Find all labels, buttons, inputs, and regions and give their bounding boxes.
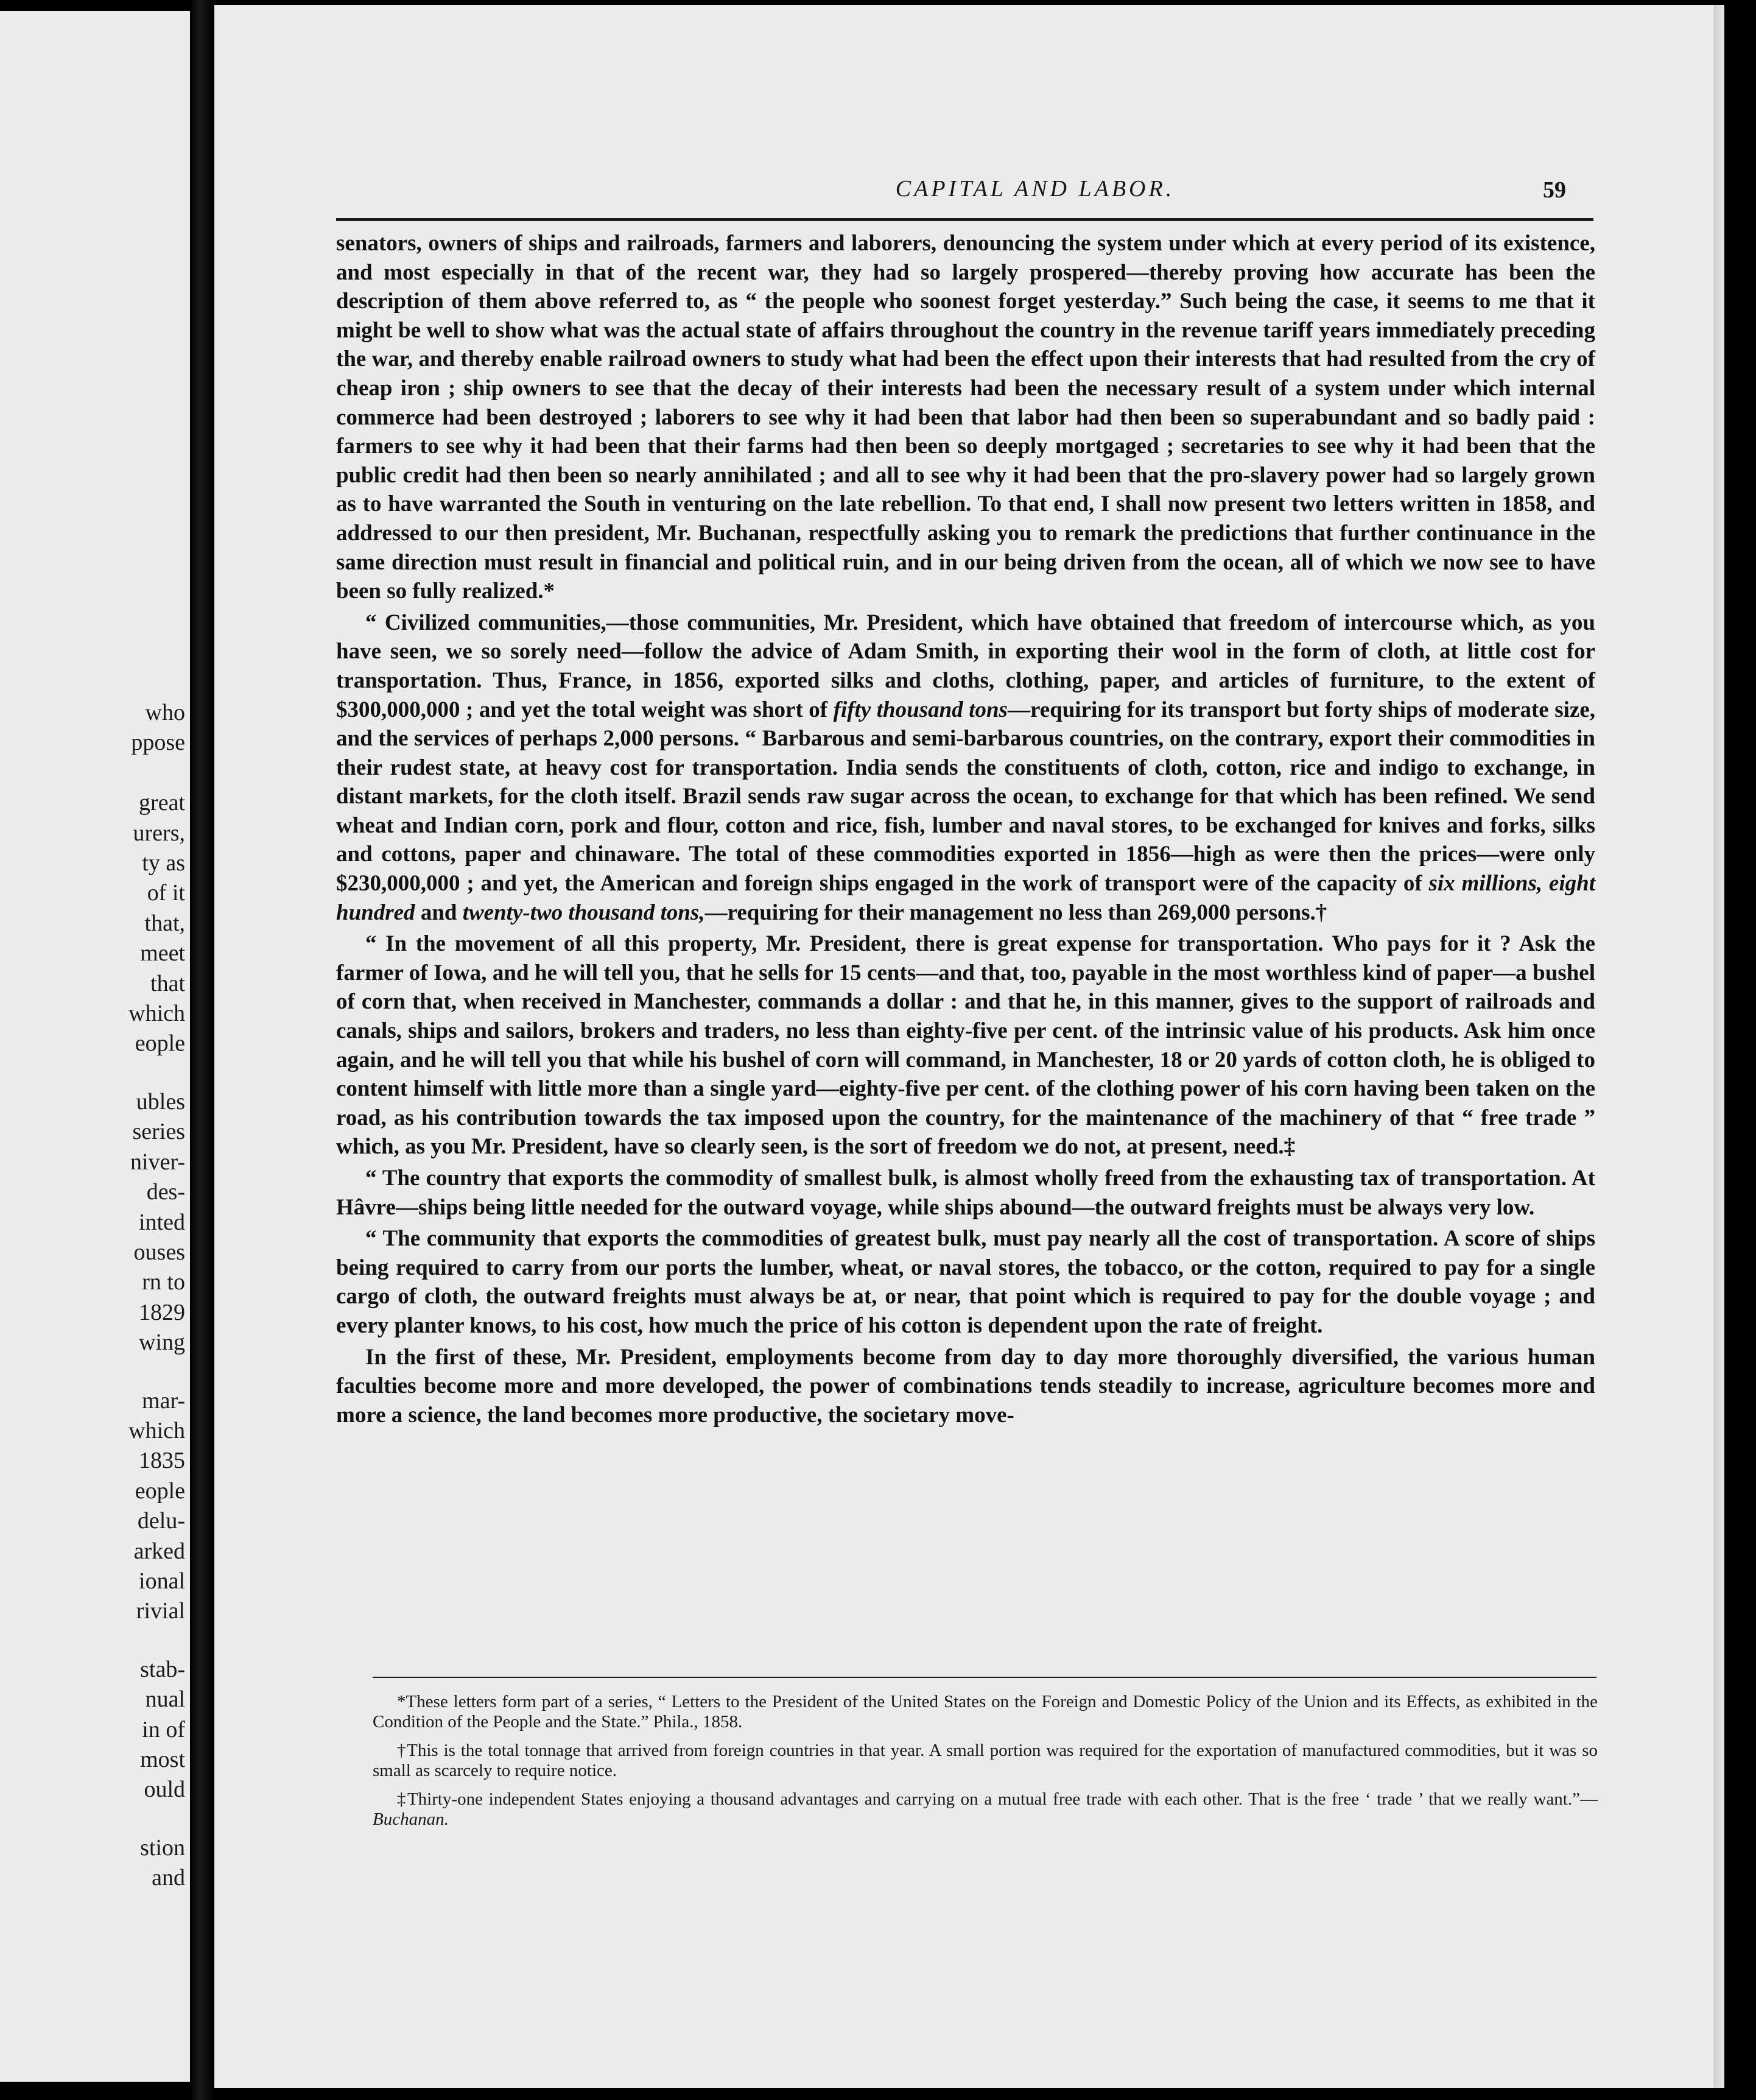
left-page-fragment: nual — [145, 1686, 185, 1713]
main-page — [214, 5, 1724, 2088]
left-page-fragment: ional — [139, 1568, 185, 1594]
left-page-fragment: which — [128, 1001, 185, 1027]
fragment-gap — [128, 1059, 185, 1087]
left-page-fragment: eople — [135, 1031, 185, 1057]
left-page-fragment: stion — [140, 1834, 185, 1861]
left-page-fragment: rivial — [136, 1598, 185, 1624]
left-page-fragment: 1835 — [139, 1448, 185, 1474]
left-page-fragment: which — [128, 1417, 185, 1443]
left-page-fragment: 1829 — [139, 1299, 185, 1325]
fragment-gap — [128, 1358, 185, 1386]
left-page-fragment: niver- — [130, 1149, 185, 1175]
left-page-fragment: ty as — [142, 850, 185, 876]
left-page-fragment: eople — [135, 1478, 185, 1504]
left-page-fragment: stab- — [140, 1656, 185, 1682]
fragment-gap — [128, 1627, 185, 1655]
body-text — [336, 229, 1595, 1429]
left-page-fragment: des- — [146, 1179, 185, 1205]
left-page-fragment: wing — [139, 1330, 185, 1356]
left-page-fragment: of it — [147, 880, 185, 906]
emphasis-six-millions: six millions, eight hundred — [336, 871, 1595, 925]
left-page-fragment: most — [140, 1747, 185, 1772]
left-page-fragment: meet — [140, 940, 185, 967]
left-page-fragment: arked — [133, 1538, 185, 1564]
left-page-fragment: ppose — [131, 730, 185, 756]
left-page-fragment: mar- — [142, 1387, 185, 1414]
left-page-fragment: inted — [139, 1209, 185, 1235]
paragraph-2-text-c: and — [415, 900, 463, 925]
left-page-fragment: series — [132, 1119, 185, 1145]
left-page-fragments — [128, 698, 185, 1894]
running-title: CAPITAL AND LABOR. — [895, 176, 1175, 202]
left-page-fragment: who — [145, 700, 185, 725]
left-page-fragment: rn to — [142, 1269, 185, 1295]
left-facing-page — [0, 11, 190, 2082]
left-page-fragment: in of — [142, 1716, 185, 1742]
page-number: 59 — [1543, 177, 1566, 203]
left-page-fragment: delu- — [137, 1508, 185, 1534]
paragraph-3: “ In the movement of all this property, Mr. President, there is great expense for transportation. Who pays for it ? Ask the farmer of Iowa, and he will tell you, that he sells for 15 cents—and that, too, payable in the most worthless kind of paper—a bushel of corn that, when received in Manchester, commands a dollar : and that he, in this manner, gives to the support of railroads and canals, ships and sailors, brokers and traders, no less than eighty-five per cent. of the intrinsic value of his products. Ask him once again, and he will tell you that while his bushel of corn will command, in Manchester, 18 or 20 yards of cotton cloth, he is obliged to content himself with little more than a single yard—eighty-five per cent. of the clothing power of his corn having been taken on the road, as his contribution towards the tax imposed upon the country, for the maintenance of the machinery of that “ free trade ” which, as you Mr. President, have so clearly seen, is the sort of freedom we do not, at present, need.‡ — [336, 931, 1595, 1160]
paragraph-2-text-d: —requiring for their management no less than 269,000 persons.† — [704, 900, 1327, 925]
left-page-fragment: ubles — [136, 1088, 185, 1115]
page-edge — [1713, 5, 1724, 2088]
left-page-fragment: that — [150, 970, 185, 996]
footnote-3-attribution: Buchanan. — [373, 1809, 449, 1829]
footnote-2: †This is the total tonnage that arrived from foreign countries in that year. A small portion was required for the exportation of manufactured commodities, but it was so small as scarcely to require notice. — [373, 1741, 1598, 1780]
footnotes — [373, 1692, 1598, 1838]
header-rule — [336, 218, 1593, 221]
footnote-3 — [373, 1789, 1598, 1830]
paragraph-1: senators, owners of ships and railroads, farmers and laborers, denouncing the system under which at every period of its existence, and most especially in that of the recent war, they had so largely prospered—thereby proving how accurate has been the description of them above referred to, as “ the people who soonest forget yesterday.” Such being the case, it seems to me that it might be well to show what was the actual state of affairs throughout the country in the revenue tariff years immediately preceding the war, and thereby enable railroad owners to study what had been the effect upon their interests that had resulted from the cry of cheap iron ; ship owners to see that the decay of their interests had been the necessary result of a system under which internal commerce had been destroyed ; laborers to see why it had been that labor had then been so superabundant and so badly paid : farmers to see why it had been that their farms had then been so deeply mortgaged ; secretaries to see why it had been that the public credit had then been so nearly annihilated ; and all to see why it had been that the pro-slavery power had so largely grown as to have warranted the South in venturing on the late rebellion. To that end, I shall now present two letters written in 1858, and addressed to our then president, Mr. Buchanan, respectfully asking you to remark the predictions that further continuance in the same direction must result in financial and political ruin, and in our being driven from the ocean, all of which we now see to have been so fully realized.* — [336, 231, 1595, 604]
book-gutter — [190, 0, 214, 2100]
left-page-fragment: that, — [144, 910, 185, 936]
paragraph-2-text-b: —requiring for its transport but forty ships of moderate size, and the services of perhaps 2,000 persons. “ Barbarous and semi-barbarous countries, on the contrary, export their commodities in their rudest state, at heavy cost for transportation. India sends the constituents of cloth, cotton, rice and indigo to exchange, in distant markets, for the cloth itself. Brazil sends raw sugar across the ocean, to exchange for that which has been refined. We send wheat and Indian corn, pork and flour, cotton and rice, fish, lumber and naval stores, to be exchanged for knives and forks, silks and cottons, paper and chinaware. The total of these commodities exported in 1856—high as were then the prices—were only $230,000,000 ; and yet, the American and foreign ships engaged in the work of transport were of the capacity of — [336, 697, 1595, 897]
paragraph-5: “ The community that exports the commodities of greatest bulk, must pay nearly all the cost of transportation. A score of ships being required to carry from our ports the lumber, wheat, or naval stores, the tobacco, or the cotton, required to pay for a single cargo of cloth, the outward freights must always be at, or near, that point which is required to pay for the double voyage ; and every planter knows, to his cost, how much the price of his cotton is dependent upon the rate of freight. — [336, 1226, 1595, 1338]
emphasis-twenty-two-thousand-tons: twenty-two thousand tons, — [462, 900, 705, 925]
paragraph-4: “ The country that exports the commodity of smallest bulk, is almost wholly freed from the exhausting tax of transportation. At Hâvre—ships being little needed for the outward voyage, while ships abound—the outward freights must be always very low. — [336, 1166, 1595, 1220]
left-page-fragment: ouses — [133, 1239, 185, 1265]
paragraph-6: In the first of these, Mr. President, employments become from day to day more thoroughly diversified, the various human faculties become more and more developed, the power of combinations tends steadily to increase, agriculture becomes more and more a science, the land becomes more productive, the societary move- — [336, 1344, 1595, 1428]
left-page-fragment: ould — [144, 1777, 185, 1803]
paragraph-2-text-a: “ Civilized communities,—those communities, Mr. President, which have obtained that freedom of intercourse which, as you have seen, we so sorely need—follow the advice of Adam Smith, in exporting their wool in the form of cloth, at little cost for transportation. Thus, France, in 1856, exported silks and cloths, clothing, paper, and articles of furniture, to the extent of $300,000,000 ; and yet the total weight was short of — [336, 610, 1595, 722]
left-page-fragment: great — [139, 790, 185, 816]
footnote-rule — [373, 1677, 1596, 1678]
emphasis-fifty-thousand-tons: fifty thousand tons — [833, 697, 1008, 722]
paragraph-2 — [336, 608, 1595, 928]
left-page-fragment — [128, 758, 185, 788]
left-page-fragment: and — [152, 1865, 185, 1891]
left-page-fragment: urers, — [133, 820, 185, 846]
footnote-3-text: ‡Thirty-one independent States enjoying a thousand advantages and carrying on a mutual free trade with each other. That is the free ‘ trade ’ that we really want.”— — [397, 1789, 1598, 1809]
fragment-gap — [128, 1805, 185, 1833]
footnote-1: *These letters form part of a series, “ Letters to the President of the United States on the Foreign and Domestic Policy of the Union and its Effects, as exhibited in the Condition of the People and the State.” Phila., 1858. — [373, 1692, 1598, 1732]
